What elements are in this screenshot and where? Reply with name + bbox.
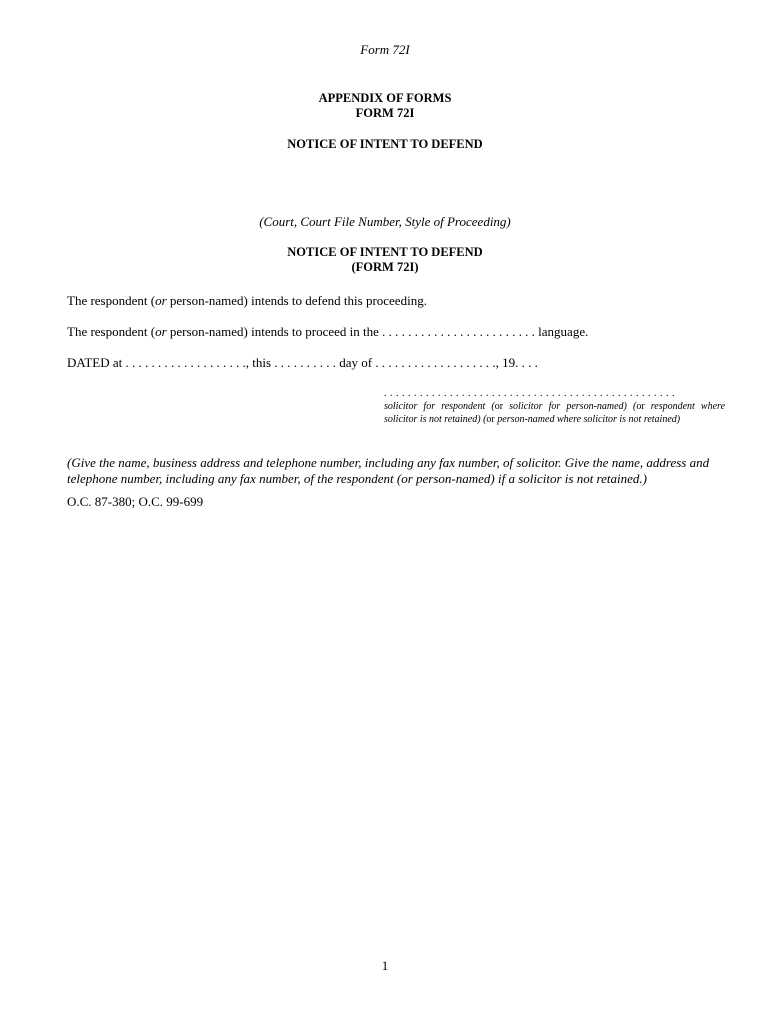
defend-statement-pre: The respondent (: [67, 293, 156, 308]
caption-part: respondent where solicitor is not retained) (: [384, 401, 726, 425]
caption-or: or: [494, 401, 504, 412]
page-number: 1: [381, 958, 389, 973]
form-number: FORM 72I: [355, 106, 415, 120]
running-head: Form 72I: [360, 42, 410, 57]
language-statement: [67, 324, 588, 340]
signature-line: . . . . . . . . . . . . . . . . . . . . . . . . . . . . . . . . . . . . . . . . . . . . . . . . .: [384, 388, 675, 399]
language-statement-pre: The respondent (: [67, 324, 156, 339]
signature-block: [384, 387, 725, 426]
appendix-heading: [0, 91, 770, 121]
language-statement-or: or: [155, 324, 167, 339]
caption-or: or: [486, 414, 495, 425]
defend-statement: [67, 293, 427, 309]
signature-caption: [384, 400, 725, 426]
notice-title: NOTICE OF INTENT TO DEFEND: [287, 137, 483, 151]
citation: O.C. 87-380; O.C. 99-699: [67, 494, 204, 509]
caption-part: solicitor for respondent (: [384, 401, 495, 412]
defend-statement-post: person-named) intends to defend this proceeding.: [166, 293, 427, 308]
court-style-line: (Court, Court File Number, Style of Proceeding): [259, 214, 511, 229]
form-number-2: (FORM 72I): [351, 260, 419, 274]
caption-part: person-named where solicitor is not retained): [494, 414, 681, 425]
language-statement-post: person-named) intends to proceed in the . . . . . . . . . . . . . . . . . . . . . . . . language.: [166, 324, 589, 339]
instructions-note: (Give the name, business address and telephone number, including any fax number, of solicitor. Give the name, address and telephone number, including any fax number, of the respondent (or person-named) if a solicitor is not retained.): [67, 455, 710, 486]
defend-statement-or: or: [155, 293, 167, 308]
caption-or: or: [636, 401, 645, 412]
dated-line: DATED at . . . . . . . . . . . . . . . . . . ., this . . . . . . . . . . day of . . . . . . . . . . . . . . . . . . ., 19. . . .: [67, 355, 538, 370]
notice-heading-2: [0, 245, 770, 275]
notice-title-2: NOTICE OF INTENT TO DEFEND: [287, 245, 483, 259]
appendix-title: APPENDIX OF FORMS: [318, 91, 452, 105]
caption-part: solicitor for person-named) (: [503, 401, 637, 412]
